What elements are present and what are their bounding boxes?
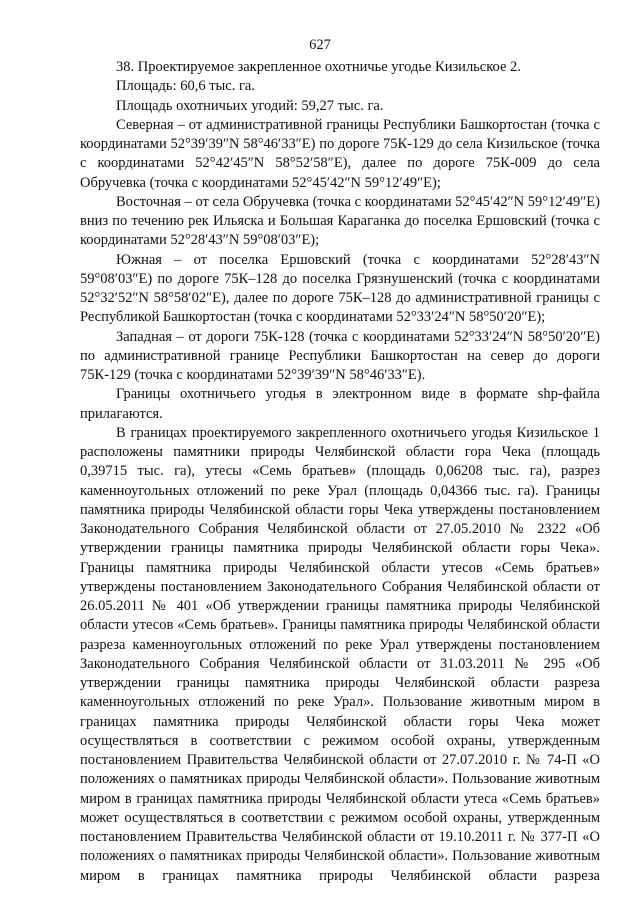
border-east: Восточная – от села Обручевка (точка с координатами 52°45′42″N 59°12′49″E) вниз по течению рек Ильяска и Большая Караганка до поселка Ершовский (точка с координатами 52°28′43″N 59°08′03″E); [80, 193, 600, 249]
page-number: 627 [309, 37, 331, 53]
nature-monuments-paragraph: В границах проектируемого закрепленного охотничьего угодья Кизильское 1 расположены памятники природы Челябинской области гора Чека (площадь 0,39715 тыс. га), утесы «Семь братьев» (площадь 0,06208 тыс. га), разрез каменноугольных отложений по реке Урал (площадь 0,04366 тыс. га). Границы памятника природы Челябинской области горы Чека утверждены постановлением Законодательного Собрания Челябинской области от 27.05.2010 № 2322 «Об утверждении границы памятника природы Челябинской области горы Чека». Границы памятника природы Челябинской области утесов «Семь братьев» утверждены постановлением Законодательного Собрания Челябинской области от 26.05.2011 № 401 «Об утверждении границы памятника природы Челябинской области утесов «Семь братьев». Границы памятника природы Челябинской области разреза каменноугольных отложений по реке Урал утверждены постановлением Законодательного Собрания Челябинской области от 31.03.2011 № 295 «Об утверждении границы памятника природы Челябинской области разреза каменноугольных отложений по реке Урал». Пользование животным миром в границах памятника природы Челябинской области горы Чека может осуществляться в соответствии с режимом особой охраны, утвержденным постановлением Правительства Челябинской области от 27.07.2010 г. № 74-П «О положениях о памятниках природы Челябинской области». Пользование животным миром в границах памятника природы Челябинской области утеса «Семь братьев» может осуществляться в соответствии с режимом особой охраны, утвержденным постановлением Правительства Челябинской области от 19.10.2011 г. № 377-П «О положениях о памятниках природы Челябинской области». Пользование животным миром в границах памятника природы Челябинской области разреза [80, 424, 600, 884]
border-south: Южная – от поселка Ершовский (точка с координатами 52°28′43″N 59°08′03″E) по дороге 75К–128 до поселка Грязнушенский (точка с координатами 52°32′52″N 58°58′02″E), далее по дороге 75К–128 до административной границы с Республикой Башкортостан (точка с координатами 52°33′24″N 58°50′20″E); [80, 251, 600, 326]
section-heading: 38. Проектируемое закрепленное охотничье угодье Кизильское 2. [116, 59, 521, 75]
area-hunting: Площадь охотничьих угодий: 59,27 тыс. га. [116, 97, 384, 114]
border-north: Северная – от административной границы Республики Башкортостан (точка с координатами 52°39′39″N 58°46′33″E) по дороге 75К-129 до села Кизильское (точка с координатами 52°42′45″N 58°52′58″E), далее по дороге 75К-009 до села Обручевка (точка с координатами 52°45′42″N 59°12′49″E); [80, 116, 600, 191]
shp-note: Границы охотничьего угодья в электронном виде в формате shp-файла прилагаются. [80, 386, 600, 422]
area-total: Площадь: 60,6 тыс. га. [116, 78, 255, 95]
document-body [80, 58, 600, 886]
border-west: Западная – от дороги 75К-128 (точка с координатами 52°33′24″N 58°50′20″E) по административной границе Республики Башкортостан на север до дороги 75К-129 (точка с координатами 52°39′39″N 58°46′33″E). [80, 328, 600, 383]
